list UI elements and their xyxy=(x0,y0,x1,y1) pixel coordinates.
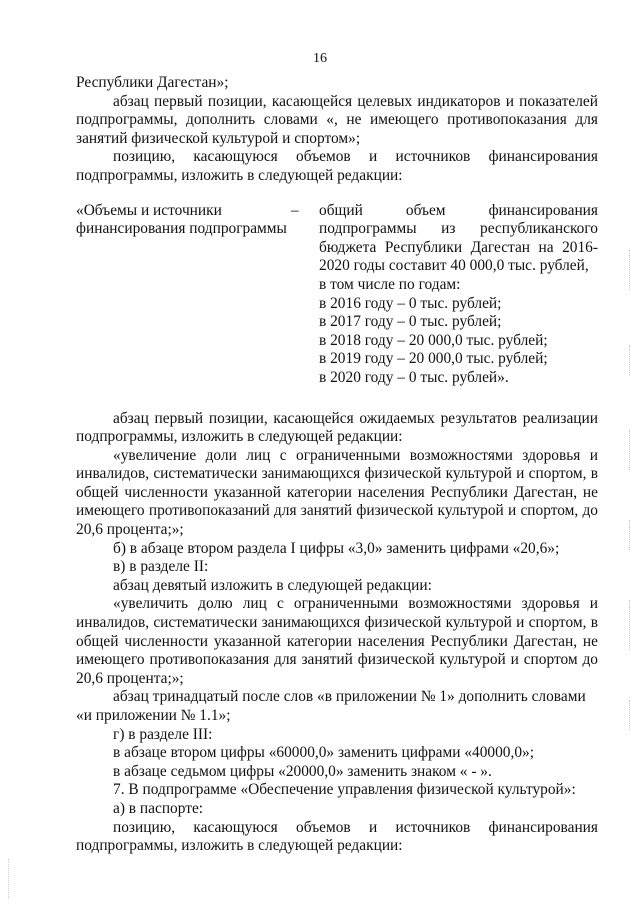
paragraph-appendix: «и приложении № 1.1»; xyxy=(76,707,231,724)
scan-artifact xyxy=(629,700,636,730)
table-right-cell xyxy=(319,202,598,388)
paragraph-seventh-digits: в абзаце седьмом цифры «20000,0» заменить знаком « - ». xyxy=(113,762,492,780)
scan-artifact xyxy=(629,430,636,470)
paragraph-financing-position-2: позицию, касающуюся объемов и источников финансирования подпрограммы, изложить в следующей редакции: xyxy=(76,818,598,855)
table-year-line: в 2020 году – 0 тыс. рублей». xyxy=(319,368,509,386)
paragraph-passport: а) в паспорте: xyxy=(113,799,204,817)
document-body xyxy=(76,74,598,856)
paragraph-ninth: абзац девятый изложить в следующей редакции: xyxy=(113,576,432,594)
paragraph-indicators: абзац первый позиции, касающейся целевых индикаторов и показателей подпрограммы, дополнить словами «, не имеющего противопоказания для занятий физической культурой и спортом»; xyxy=(76,92,598,147)
table-left-cell: «Объемы и источники финансирования подпрограммы xyxy=(76,201,287,238)
scan-artifact xyxy=(629,345,636,375)
table-year-line: в 2018 году – 20 000,0 тыс. рублей; xyxy=(319,331,548,349)
table-right-intro: общий объем финансирования подпрограммы из республиканского бюджета Республики Дагестан на 2016-2020 годы составит 40 000,0 тыс. рублей, xyxy=(319,201,598,275)
financing-table xyxy=(76,202,598,388)
paragraph-subprogram-7: 7. В подпрограмме «Обеспечение управления физической культурой»: xyxy=(113,781,576,799)
paragraph-expected-results: абзац первый позиции, касающейся ожидаемых результатов реализации подпрограммы, изложить в следующей редакции: xyxy=(76,409,598,446)
scan-artifact xyxy=(0,859,9,899)
paragraph-continuation: Республики Дагестан»; xyxy=(76,74,229,91)
table-year-line: в 2016 году – 0 тыс. рублей; xyxy=(319,294,502,312)
paragraph-second-digits: в абзаце втором цифры «60000,0» заменить цифрами «40000,0»; xyxy=(113,744,535,762)
paragraph-quote-increase-2: «увеличить долю лиц с ограниченными возможностями здоровья и инвалидов, систематически занимающихся физической культурой и спортом, в общей численности указанной категории населения Республики Дагестан, не имеющего противопоказания для занятий физической культурой и спортом до 20,6 процента;»; xyxy=(76,595,598,687)
scan-artifact xyxy=(629,600,636,650)
scan-artifact xyxy=(629,250,636,290)
paragraph-quote-increase: «увеличение доли лиц с ограниченными возможностями здоровья и инвалидов, систематически занимающихся физической культурой и спортом, в общей численности указанной категории населения Республики Дагестан, не имеющего противопоказаний для занятий физической культурой и спортом, до 20,6 процента;»; xyxy=(76,446,598,539)
table-dash: – xyxy=(291,201,299,219)
paragraph-section-2: в) в разделе II: xyxy=(113,558,209,576)
page-number: 16 xyxy=(313,51,327,66)
scan-artifact xyxy=(629,520,636,550)
paragraph-section-3: г) в разделе III: xyxy=(113,725,213,743)
paragraph-financing-position: позицию, касающуюся объемов и источников финансирования подпрограммы, изложить в следующей редакции: xyxy=(76,148,598,184)
paragraph-thirteenth: абзац тринадцатый после слов «в приложении № 1» дополнить словами xyxy=(113,688,586,706)
table-year-line: в 2017 году – 0 тыс. рублей; xyxy=(319,313,502,331)
table-year-line: в 2019 году – 20 000,0 тыс. рублей; xyxy=(319,350,548,368)
table-year-line: в том числе по годам: xyxy=(319,275,461,293)
paragraph-section-1: б) в абзаце втором раздела I цифры «3,0» заменить цифрами «20,6»; xyxy=(113,539,560,557)
